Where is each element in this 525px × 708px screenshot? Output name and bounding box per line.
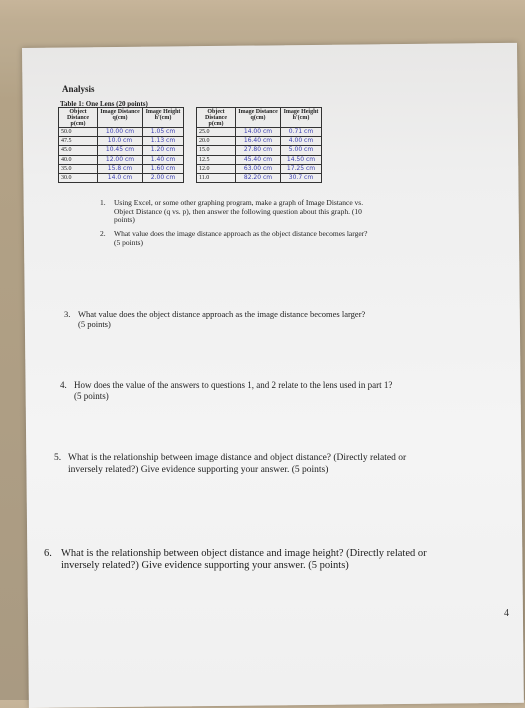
column-gap <box>184 174 197 183</box>
header-object-distance: Object Distance p(cm) <box>59 108 98 128</box>
question-number: 5. <box>54 453 62 463</box>
table-row <box>59 128 322 137</box>
table-cell: 82.20 cm <box>236 174 281 183</box>
column-gap <box>184 137 197 146</box>
question-number: 3. <box>64 309 71 319</box>
question-4 <box>60 380 500 401</box>
table-cell: 0.71 cm <box>281 128 322 137</box>
table-cell: 17.25 cm <box>281 164 322 173</box>
table-cell: 47.5 <box>59 137 98 146</box>
page-number: 4 <box>504 608 509 619</box>
lens-data-table <box>58 107 322 183</box>
table-row <box>59 155 322 164</box>
question-text: What is the relationship between object distance and image height? (Directly related or <box>61 548 427 559</box>
question-text: How does the value of the answers to questions 1, and 2 relate to the lens used in part 1? <box>74 380 393 390</box>
header-image-distance: Image Distance q(cm) <box>98 108 143 128</box>
question-number: 2. <box>100 229 106 238</box>
table-row <box>59 174 322 183</box>
table-cell: 2.00 cm <box>143 174 184 183</box>
table-row <box>59 164 322 173</box>
table-cell: 10.45 cm <box>98 146 143 155</box>
column-gap <box>184 146 197 155</box>
header-object-distance-2: Object Distance p(cm) <box>197 108 236 128</box>
table-cell: 10.00 cm <box>98 128 143 137</box>
question-text: inversely related?) Give evidence supporting your answer. (5 points) <box>68 464 329 475</box>
section-heading: Analysis <box>62 84 95 94</box>
question-text: What value does the image distance approach as the object distance becomes larger? <box>114 229 368 238</box>
table-header-row <box>59 108 322 128</box>
question-text: (5 points) <box>114 237 143 247</box>
question-6 <box>44 548 514 572</box>
table-cell: 11.0 <box>197 174 236 183</box>
table-cell: 14.0 cm <box>98 174 143 183</box>
table-cell: 20.0 <box>197 137 236 146</box>
table-cell: 15.8 cm <box>98 164 143 173</box>
header-image-height-2: Image Height h'(cm) <box>281 108 322 128</box>
question-5 <box>54 453 514 476</box>
question-number: 1. <box>100 198 106 207</box>
table-cell: 40.0 <box>59 155 98 164</box>
column-gap <box>184 164 197 173</box>
header-image-distance-2: Image Distance q(cm) <box>236 108 281 128</box>
question-text: (5 points) <box>78 319 111 329</box>
question-text: What is the relationship between image distance and object distance? (Directly related or <box>68 453 407 463</box>
column-gap <box>184 108 197 128</box>
question-text: (5 points) <box>74 390 109 401</box>
table-cell: 50.0 <box>59 128 98 137</box>
question-number: 4. <box>60 380 67 390</box>
table-cell: 30.0 <box>59 174 98 183</box>
table-cell: 16.40 cm <box>236 137 281 146</box>
question-1 <box>100 199 440 225</box>
table-cell: 63.00 cm <box>236 164 281 173</box>
table-cell: 1.05 cm <box>143 128 184 137</box>
table-cell: 14.50 cm <box>281 155 322 164</box>
table-cell: 30.7 cm <box>281 174 322 183</box>
question-text: points) <box>114 215 135 224</box>
question-number: 6. <box>44 548 52 559</box>
table-row <box>59 146 322 155</box>
table-row <box>59 137 322 146</box>
table-cell: 1.40 cm <box>143 155 184 164</box>
table-cell: 12.5 <box>197 155 236 164</box>
table-cell: 14.00 cm <box>236 128 281 137</box>
table-title: Table 1: One Lens (20 points) <box>60 100 148 108</box>
table-cell: 45.0 <box>59 146 98 155</box>
table-cell: 5.00 cm <box>281 146 322 155</box>
table-cell: 45.40 cm <box>236 155 281 164</box>
question-3 <box>64 309 484 329</box>
table-cell: 1.60 cm <box>143 164 184 173</box>
table-cell: 1.13 cm <box>143 137 184 146</box>
question-2 <box>100 230 480 247</box>
question-text: inversely related?) Give evidence supporting your answer. (5 points) <box>61 560 349 571</box>
question-text: What value does the object distance approach as the image distance becomes larger? <box>78 309 366 319</box>
question-text: Object Distance (q vs. p), then answer the following question about this graph. (10 <box>114 206 362 216</box>
table-cell: 27.80 cm <box>236 146 281 155</box>
table-cell: 12.00 cm <box>98 155 143 164</box>
table-cell: 10.0 cm <box>98 137 143 146</box>
column-gap <box>184 155 197 164</box>
question-text: Using Excel, or some other graphing program, make a graph of Image Distance vs. <box>114 198 364 207</box>
table-cell: 12.0 <box>197 164 236 173</box>
table-cell: 1.20 cm <box>143 146 184 155</box>
table-cell: 4.00 cm <box>281 137 322 146</box>
table-cell: 35.0 <box>59 164 98 173</box>
header-image-height: Image Height h'(cm) <box>143 108 184 128</box>
table-cell: 25.0 <box>197 128 236 137</box>
column-gap <box>184 128 197 137</box>
table-cell: 15.0 <box>197 146 236 155</box>
